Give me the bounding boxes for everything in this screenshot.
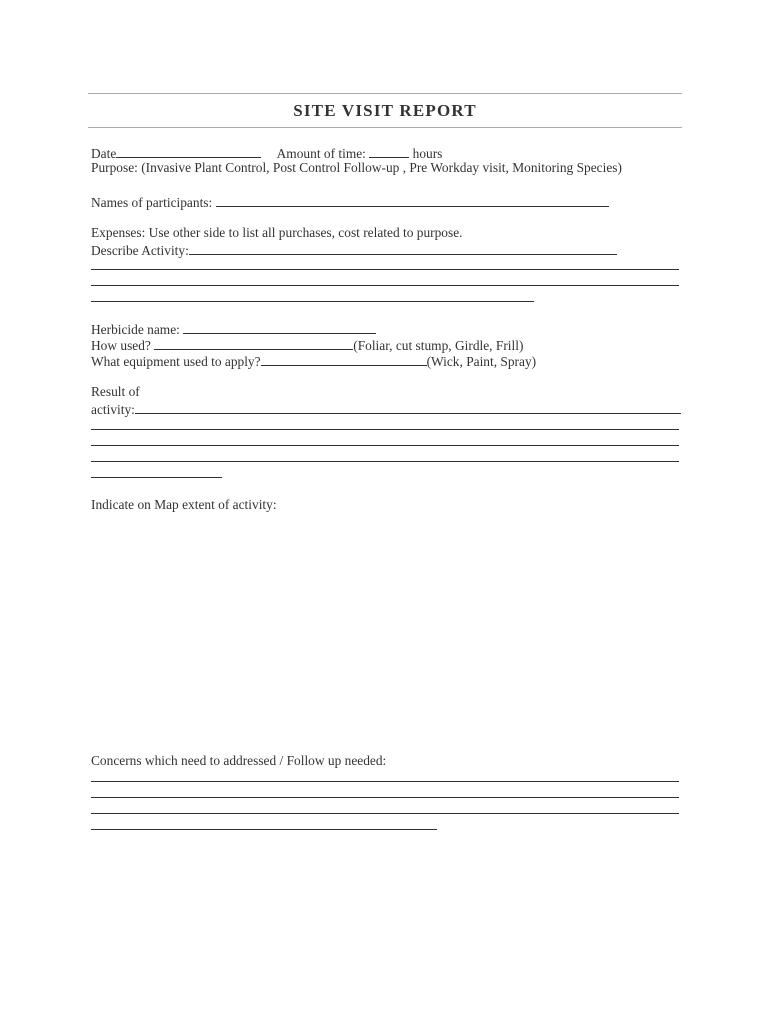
result-row <box>91 400 681 418</box>
concerns-line-2[interactable] <box>91 797 679 798</box>
result-label-2: activity: <box>91 402 135 417</box>
result-label-1: Result of <box>91 384 140 399</box>
amount-label: Amount of time: <box>276 146 366 161</box>
date-field[interactable] <box>116 144 261 158</box>
how-used-label: How used? <box>91 338 151 353</box>
equipment-options: (Wick, Paint, Spray) <box>426 354 537 369</box>
concerns-line-4[interactable] <box>91 829 437 830</box>
result-line-3[interactable] <box>91 445 679 446</box>
herbicide-field[interactable] <box>183 320 376 334</box>
equipment-field[interactable] <box>261 352 427 366</box>
amount-field[interactable] <box>369 144 409 158</box>
concerns-label: Concerns which need to addressed / Follow up needed: <box>91 753 387 768</box>
map-area[interactable] <box>91 520 679 745</box>
result-line-2[interactable] <box>91 429 679 430</box>
result-line-5[interactable] <box>91 477 222 478</box>
participants-row <box>91 193 609 211</box>
result-field[interactable] <box>135 400 681 414</box>
describe-row <box>91 241 617 259</box>
title-rule <box>88 127 682 128</box>
describe-field[interactable] <box>189 241 617 255</box>
describe-line-3[interactable] <box>91 285 679 286</box>
expenses-line: Expenses: Use other side to list all purchases, cost related to purpose. <box>91 225 463 240</box>
purpose-line: Purpose: (Invasive Plant Control, Post Control Follow-up , Pre Workday visit, Monitoring Species) <box>91 160 622 175</box>
participants-field[interactable] <box>216 193 609 207</box>
concerns-line-1[interactable] <box>91 781 679 782</box>
equipment-row <box>91 352 536 370</box>
describe-label: Describe Activity: <box>91 243 189 258</box>
result-line-4[interactable] <box>91 461 679 462</box>
map-label: Indicate on Map extent of activity: <box>91 497 277 512</box>
how-used-field[interactable] <box>154 336 353 350</box>
equipment-label: What equipment used to apply? <box>91 354 261 369</box>
participants-label: Names of participants: <box>91 195 213 210</box>
top-rule <box>88 93 682 94</box>
date-label: Date <box>91 146 117 161</box>
concerns-line-3[interactable] <box>91 813 679 814</box>
describe-line-4[interactable] <box>91 301 534 302</box>
report-title: SITE VISIT REPORT <box>293 101 477 120</box>
herbicide-label: Herbicide name: <box>91 322 180 337</box>
describe-line-2[interactable] <box>91 269 679 270</box>
how-used-options: (Foliar, cut stump, Girdle, Frill) <box>353 338 524 353</box>
hours-label: hours <box>412 146 443 161</box>
